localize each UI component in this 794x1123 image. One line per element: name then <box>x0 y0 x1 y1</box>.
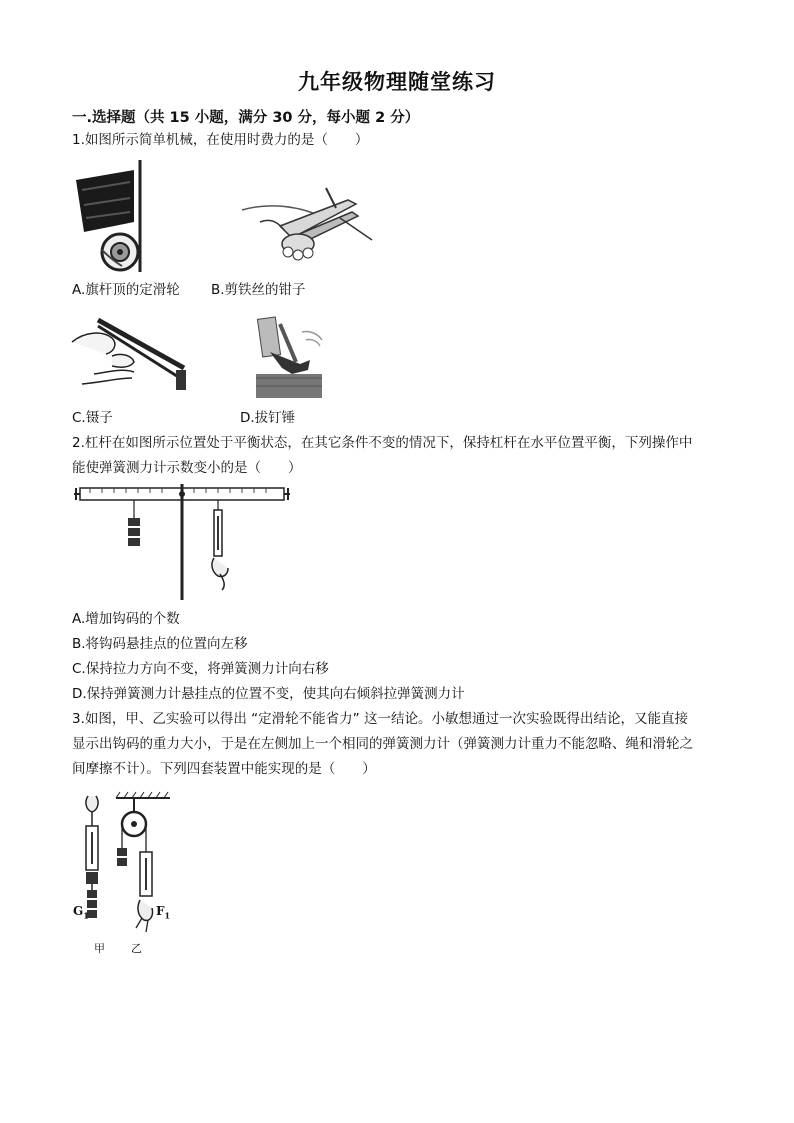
q1-figure-claw-hammer <box>252 312 334 400</box>
q2-option-b: B.将钩码悬挂点的位置向左移 <box>72 636 248 652</box>
q1-figure-flag-pulley <box>72 160 162 275</box>
q2-figure-lever <box>72 484 292 602</box>
page-title: 九年级物理随堂练习 <box>298 69 496 94</box>
q1-option-b: B.剪铁丝的钳子 <box>211 282 306 298</box>
q2-option-d: D.保持弹簧测力计悬挂点的位置不变，使其向右倾斜拉弹簧测力计 <box>72 686 465 702</box>
q3-label-f1: $F_1$ <box>156 904 171 921</box>
q3-label-g1: $G_1$ <box>73 904 89 921</box>
q1-figure-pliers <box>240 182 375 267</box>
q2-option-c: C.保持拉力方向不变，将弹簧测力计向右移 <box>72 661 329 677</box>
q2-stem-line-2: 能使弹簧测力计示数变小的是（ ） <box>72 460 302 476</box>
q3-stem-line-2: 显示出钩码的重力大小，于是在左侧加上一个相同的弹簧测力计（弹簧测力计重力不能忽略、绳和滑轮之 <box>72 736 693 752</box>
q3-label-yi: 乙 <box>131 942 142 955</box>
q3-stem-line-1: 3.如图，甲、乙实验可以得出 “定滑轮不能省力” 这一结论。小敏想通过一次实验既得出结论，又能直接 <box>72 711 688 727</box>
q2-stem-line-1: 2.杠杆在如图所示位置处于平衡状态，在其它条件不变的情况下，保持杠杆在水平位置平衡，下列操作中 <box>72 435 693 451</box>
q1-option-d: D.拔钉锤 <box>240 410 296 426</box>
q3-figure-pulley-experiments <box>72 792 182 957</box>
q2-option-a: A.增加钩码的个数 <box>72 611 180 627</box>
q1-option-a: A.旗杆顶的定滑轮 <box>72 282 180 298</box>
section-heading: 一.选择题（共 15 小题，满分 30 分，每小题 2 分） <box>72 110 420 126</box>
q1-figure-tweezers <box>72 312 192 400</box>
q3-stem-line-3: 间摩擦不计）。下列四套装置中能实现的是（ ） <box>72 761 376 777</box>
q3-label-jia: 甲 <box>94 942 105 955</box>
q1-option-c: C.镊子 <box>72 410 113 426</box>
q1-stem: 1.如图所示简单机械，在使用时费力的是（ ） <box>72 132 369 148</box>
